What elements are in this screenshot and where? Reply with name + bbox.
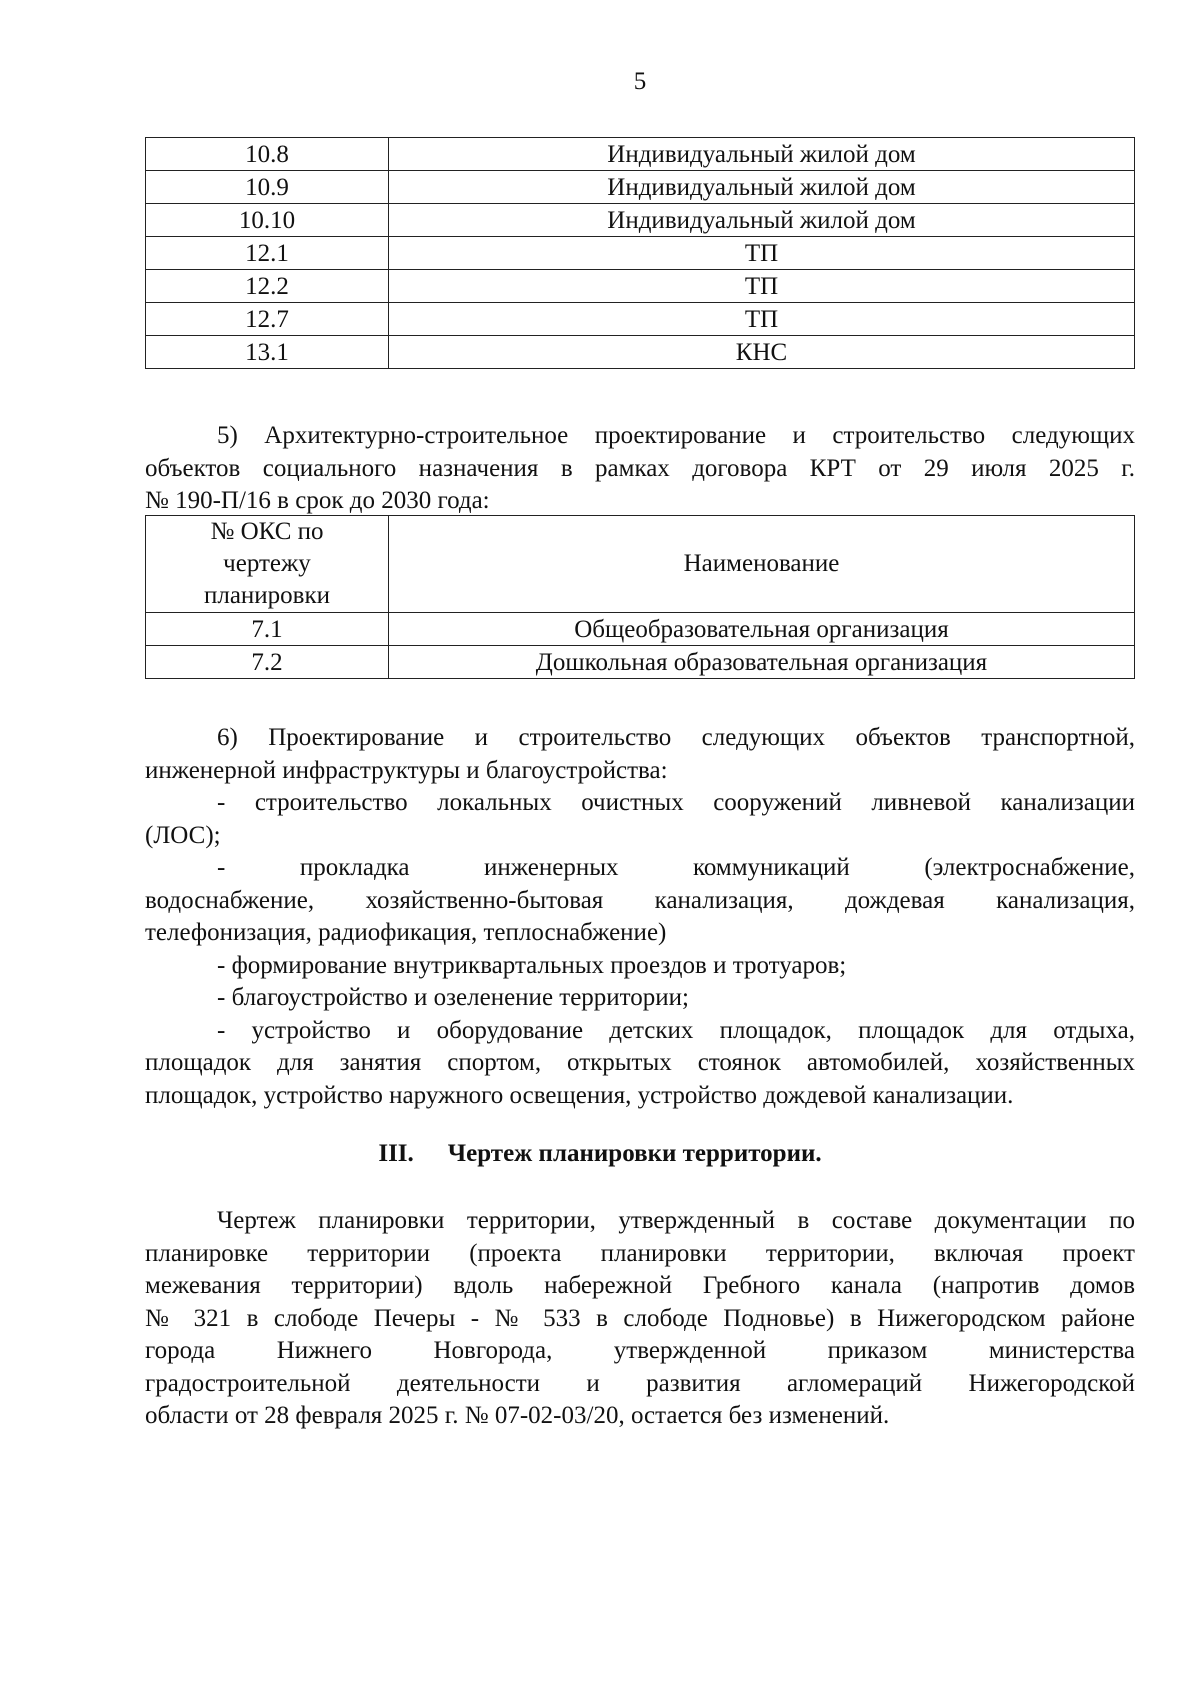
section-3-line: города Нижнего Новгорода, утвержденной приказом министерства (145, 1337, 1135, 1364)
table-cell-number: 7.1 (146, 613, 389, 646)
section-5-line: объектов социального назначения в рамках договора КРТ от 29 июля 2025 г. (145, 454, 1135, 482)
section-3-paragraph (145, 1205, 1135, 1433)
table-row (146, 204, 1135, 237)
table-cell-name: ТП (389, 270, 1135, 303)
table-row (146, 171, 1135, 204)
header-name: Наименование (389, 516, 1135, 613)
section-6-paragraph (145, 722, 1135, 1112)
table-cell-name: Индивидуальный жилой дом (389, 204, 1135, 237)
section-3-line: планировке территории (проекта планировки территории, включая проект (145, 1239, 1135, 1267)
section-6-line: площадок, устройство наружного освещения, устройство дождевой канализации. (145, 1081, 1014, 1109)
table-cell-number: 10.8 (146, 138, 389, 171)
header-text: № ОКС по (210, 518, 324, 545)
section-6-line: водоснабжение, хозяйственно-бытовая канализация, дождевая канализация, (145, 886, 1135, 914)
table-cell-name: КНС (389, 336, 1135, 369)
page-number: 5 (633, 68, 647, 95)
objects-table (145, 137, 1135, 369)
table-cell-name: ТП (389, 237, 1135, 270)
section-3-line: области от 28 февраля 2025 г. № 07-02-03/20, остается без изменений. (145, 1402, 890, 1429)
section-6-line: - благоустройство и озеленение территории; (217, 984, 689, 1011)
section-6-line: инженерной инфраструктуры и благоустройства: (145, 756, 668, 784)
section-3-title: Чертеж планировки территории. (447, 1140, 822, 1167)
table-row (146, 303, 1135, 336)
table-row (146, 646, 1135, 679)
table-row (146, 237, 1135, 270)
section-6-line: площадок для занятия спортом, открытых стоянок автомобилей, хозяйственных (145, 1049, 1135, 1076)
section-3-heading (0, 1140, 1200, 1168)
table-cell-name: Индивидуальный жилой дом (389, 138, 1135, 171)
table-cell-number: 12.2 (146, 270, 389, 303)
table-cell-number: 12.1 (146, 237, 389, 270)
table-cell-number: 13.1 (146, 336, 389, 369)
table-row (146, 138, 1135, 171)
section-6-line: 6) Проектирование и строительство следующих объектов транспортной, (217, 724, 1135, 751)
table-cell-number: 7.2 (146, 646, 389, 679)
table-cell-number: 12.7 (146, 303, 389, 336)
table-row (146, 270, 1135, 303)
table-row (146, 613, 1135, 646)
section-6-line: - формирование внутриквартальных проездов и тротуаров; (217, 951, 847, 979)
table-cell-name: Общеобразовательная организация (389, 613, 1135, 646)
section-3-line: № 321 в слободе Печеры - № 533 в слободе Подновье) в Нижегородском районе (145, 1304, 1135, 1332)
section-6-line: телефонизация, радиофикация, теплоснабжение) (145, 919, 667, 946)
header-okc-number (146, 516, 389, 613)
social-objects-table (145, 515, 1135, 679)
table-cell-name: ТП (389, 303, 1135, 336)
section-3-line: Чертеж планировки территории, утвержденный в составе документации по (217, 1207, 1135, 1234)
table-cell-number: 10.10 (146, 204, 389, 237)
section-5-paragraph (145, 420, 1135, 518)
header-text: чертежу (223, 550, 311, 577)
section-3-number: III. (378, 1140, 414, 1167)
section-6-line: - строительство локальных очистных сооружений ливневой канализации (217, 789, 1135, 816)
table-row (146, 336, 1135, 369)
section-3-line: градостроительной деятельности и развития агломераций Нижегородской (145, 1369, 1135, 1397)
table-header-row (146, 516, 1135, 613)
table-cell-name: Дошкольная образовательная организация (389, 646, 1135, 679)
table-cell-number: 10.9 (146, 171, 389, 204)
section-3-line: межевания территории) вдоль набережной Гребного канала (напротив домов (145, 1272, 1135, 1299)
section-6-line: - устройство и оборудование детских площадок, площадок для отдыха, (217, 1016, 1135, 1044)
section-5-line: 5) Архитектурно-строительное проектирование и строительство следующих (217, 422, 1135, 449)
section-6-line: (ЛОС); (145, 821, 221, 849)
table-cell-name: Индивидуальный жилой дом (389, 171, 1135, 204)
header-text: планировки (203, 582, 331, 609)
section-6-line: - прокладка инженерных коммуникаций (электроснабжение, (217, 854, 1135, 881)
section-5-line: № 190-П/16 в срок до 2030 года: (145, 487, 490, 514)
